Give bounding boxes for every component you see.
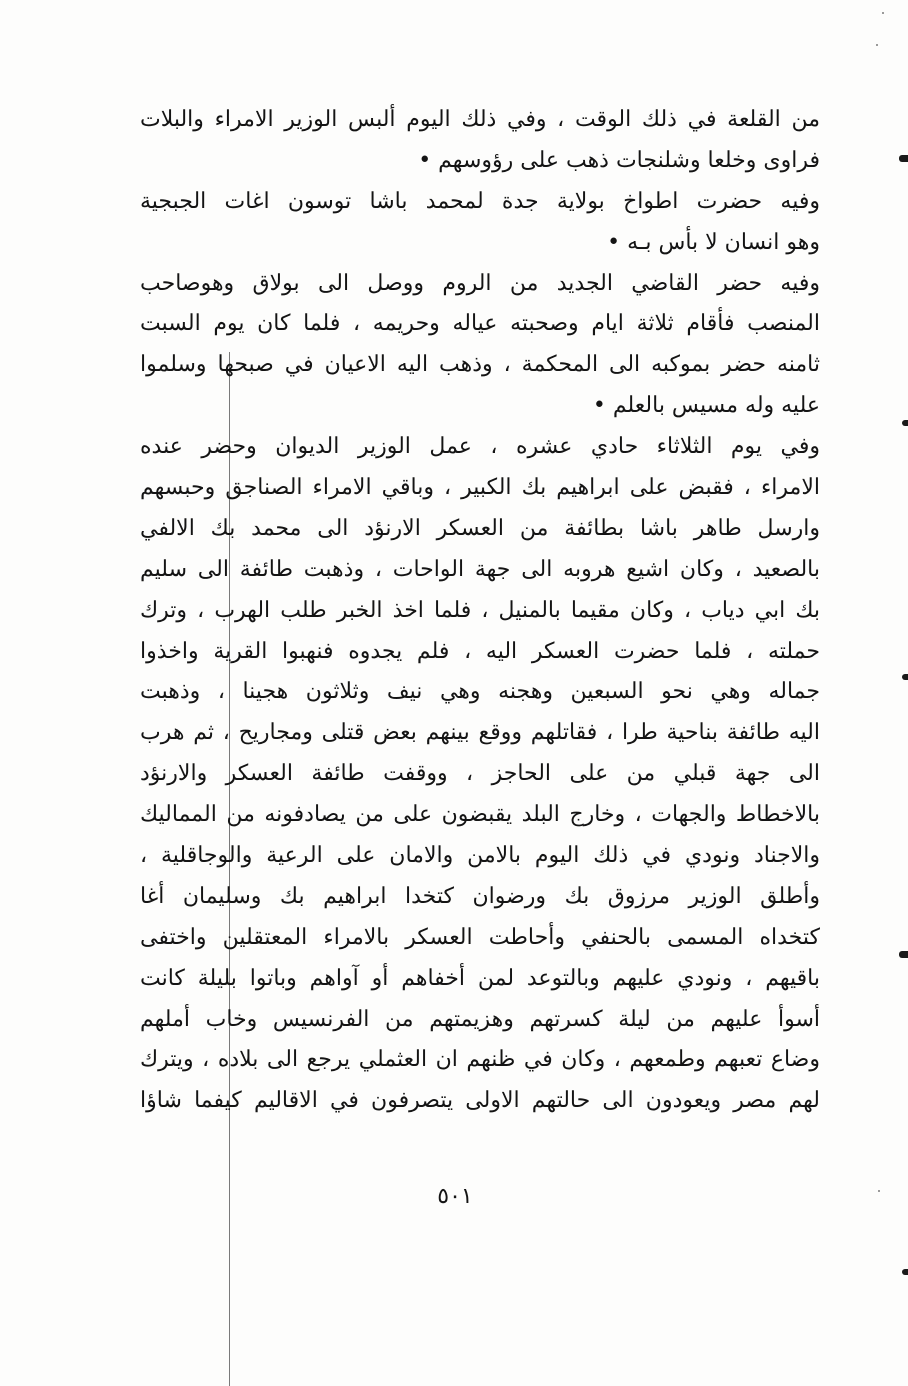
text-line: وفي يوم الثلاثاء حادي عشره ، عمل الوزير الديوان وحضر عنده — [140, 434, 820, 460]
text-line: بالاخطاط والجهات ، وخارج البلد يقبضون على من يصادفونه من المماليك — [140, 802, 820, 828]
margin-binding-mark — [899, 155, 908, 162]
text-line: والاجناد ونودي في ذلك اليوم بالامن والامان على الرعية والوجاقلية ، — [140, 843, 820, 869]
text-line: جماله وهي نحو السبعين وهجنه وهي نيف وثلاثون هجينا ، وذهبت — [140, 679, 820, 705]
text-line: كتخداه المسمى بالحنفي وأحاطت العسكر بالامراء المعتقلين واختفى — [140, 924, 820, 950]
text-line: ثامنه حضر بموكبه الى المحكمة ، وذهب اليه الاعيان في صبحها وسلموا — [140, 352, 820, 378]
text-line: وفيه حضر القاضي الجديد من الروم ووصل الى بولاق وهوصاحب — [140, 270, 820, 296]
text-line: الامراء ، فقبض على ابراهيم بك الكبير ، وباقي الامراء الصناجق وحبسهم — [140, 475, 820, 501]
text-line: حملته ، فلما حضرت العسكر اليه ، فلم يجدوه فنهبوا القرية واخذوا — [140, 638, 820, 664]
text-line: أسوأ عليهم من ليلة كسرتهم وهزيمتهم من الفرنسيس وخاب أملهم — [140, 1006, 820, 1032]
margin-binding-mark — [902, 420, 908, 426]
margin-binding-mark — [902, 1269, 908, 1275]
text-line: فراوى وخلعا وشلنجات ذهب على رؤوسهم • — [418, 147, 820, 173]
scan-speck — [878, 1190, 880, 1192]
text-line: من القلعة في ذلك الوقت ، وفي ذلك اليوم ألبس الوزير الامراء والبلات — [140, 107, 820, 132]
page-number: ٥٠١ — [437, 1184, 473, 1209]
margin-binding-mark — [899, 951, 908, 958]
text-line: المنصب فأقام ثلاثة ايام وصحبته عياله وحريمه ، فلما كان يوم السبت — [140, 311, 820, 337]
text-line: وفيه حضرت اطواخ بولاية جدة لمحمد باشا توسون اغات الجبجية — [140, 188, 820, 214]
text-line: لهم مصر ويعودون الى حالتهم الاولى يتصرفون في الاقاليم كيفما شاؤا — [140, 1088, 820, 1114]
text-line: وضاع تعبهم وطمعهم ، وكان في ظنهم ان العثملي يرجع الى بلاده ، ويترك — [140, 1047, 820, 1073]
text-line: وأطلق الوزير مرزوق بك ورضوان كتخدا ابراهيم بك وسليمان أغا — [140, 883, 820, 909]
body-text — [140, 100, 820, 1122]
scan-speck — [882, 12, 884, 14]
text-line: وهو انسان لا بأس بـه • — [607, 229, 820, 255]
scan-speck — [876, 44, 878, 46]
text-line: اليه طائفة بناحية طرا ، فقاتلهم ووقع بينهم بعض قتلى ومجاريح ، ثم هرب — [140, 720, 820, 746]
text-line: بالصعيد ، وكان اشيع هروبه الى جهة الواحات ، وذهبت طائفة الى سليم — [140, 556, 820, 582]
text-line: وارسل طاهر باشا بطائفة من العسكر الارنؤد الى محمد بك الالفي — [140, 515, 820, 541]
text-line: عليه وله مسيس بالعلم • — [592, 393, 820, 419]
margin-binding-mark — [902, 674, 908, 680]
text-line: بك ابي دياب ، وكان مقيما بالمنيل ، فلما اخذ الخبر طلب الهرب ، وترك — [140, 597, 820, 623]
text-line: باقيهم ، ونودي عليهم وبالتوعد لمن أخفاهم أو آواهم وباتوا بليلة كانت — [140, 965, 820, 991]
text-line: الى جهة قبلي من على الحاجز ، ووقفت طائفة العسكر والارنؤد — [140, 761, 820, 787]
